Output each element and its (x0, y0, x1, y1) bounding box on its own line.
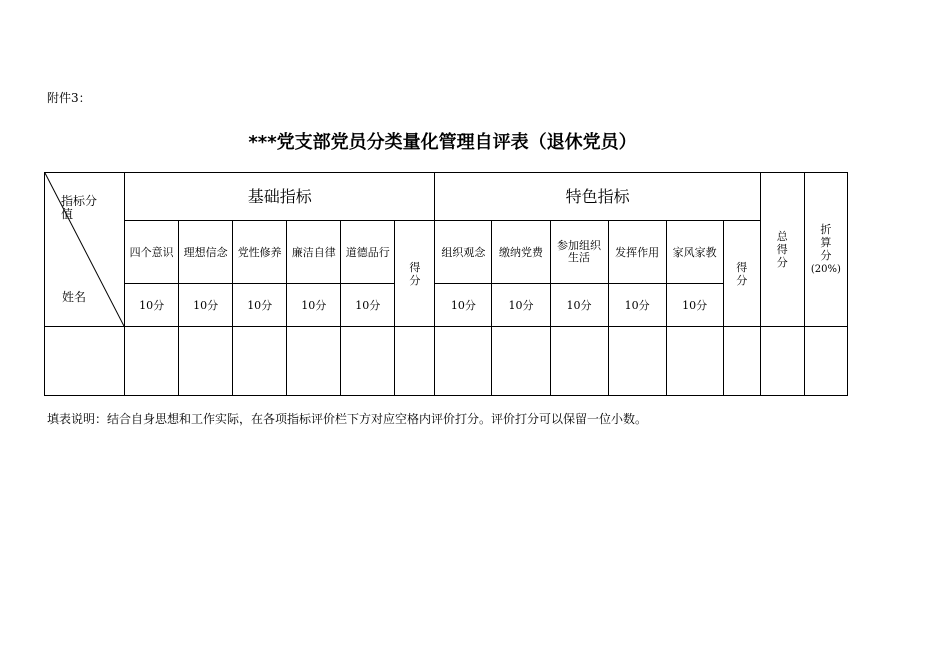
score-input-cell[interactable] (233, 327, 287, 396)
featured-indicators-header: 特色指标 (435, 173, 760, 221)
score-input-cell[interactable] (550, 327, 608, 396)
featured-score-cell: 10分 (492, 284, 550, 327)
basic-item-header: 四个意识 (125, 221, 179, 284)
featured-score-cell: 10分 (435, 284, 492, 327)
score-input-cell[interactable] (492, 327, 550, 396)
document-title: ***党支部党员分类量化管理自评表（退休党员） (248, 132, 637, 153)
converted-score-header (804, 173, 847, 327)
score-input-cell[interactable] (287, 327, 341, 396)
total-score-header (760, 173, 804, 327)
basic-score-cell: 10分 (179, 284, 233, 327)
score-input-cell[interactable] (341, 327, 395, 396)
basic-score-cell: 10分 (287, 284, 341, 327)
basic-score-cell: 10分 (341, 284, 395, 327)
basic-item-header: 理想信念 (179, 221, 233, 284)
self-evaluation-table (44, 172, 848, 396)
converted-score-input-cell[interactable] (804, 327, 847, 396)
corner-name-label: 姓名 (62, 290, 87, 304)
basic-subtotal-label: 得分 (409, 260, 421, 287)
basic-score-cell: 10分 (125, 284, 179, 327)
basic-item-header: 道德品行 (341, 221, 395, 284)
basic-item-header: 廉洁自律 (287, 221, 341, 284)
filling-instructions: 填表说明：结合自身思想和工作实际，在各项指标评价栏下方对应空格内评价打分。评价打分可以保留一位小数。 (47, 412, 648, 426)
converted-score-label: 折算分 (820, 223, 832, 262)
featured-subtotal-header (723, 221, 760, 327)
featured-score-cell: 10分 (550, 284, 608, 327)
featured-item-header: 组织观念 (435, 221, 492, 284)
basic-subtotal-input-cell[interactable] (395, 327, 435, 396)
featured-subtotal-label: 得分 (736, 260, 748, 287)
basic-indicators-header: 基础指标 (125, 173, 435, 221)
featured-item-header: 缴纳党费 (492, 221, 550, 284)
attachment-label: 附件3： (47, 91, 91, 105)
featured-score-cell: 10分 (608, 284, 666, 327)
featured-subtotal-input-cell[interactable] (723, 327, 760, 396)
featured-item-header: 家风家教 (666, 221, 723, 284)
score-input-cell[interactable] (666, 327, 723, 396)
basic-score-cell: 10分 (233, 284, 287, 327)
score-input-cell[interactable] (608, 327, 666, 396)
score-input-cell[interactable] (435, 327, 492, 396)
basic-item-header: 党性修养 (233, 221, 287, 284)
total-score-input-cell[interactable] (760, 327, 804, 396)
score-input-cell[interactable] (179, 327, 233, 396)
name-input-cell[interactable] (45, 327, 125, 396)
featured-item-label: 参加组织生活 (557, 239, 602, 264)
corner-indicator-score-label: 指标分值 (61, 194, 98, 221)
featured-score-cell: 10分 (666, 284, 723, 327)
score-input-cell[interactable] (125, 327, 179, 396)
converted-score-percent: (20%) (810, 264, 841, 275)
featured-item-header (550, 221, 608, 284)
featured-item-header: 发挥作用 (608, 221, 666, 284)
header-corner-cell (45, 173, 125, 327)
total-score-label: 总得分 (776, 230, 788, 269)
basic-subtotal-header (395, 221, 435, 327)
